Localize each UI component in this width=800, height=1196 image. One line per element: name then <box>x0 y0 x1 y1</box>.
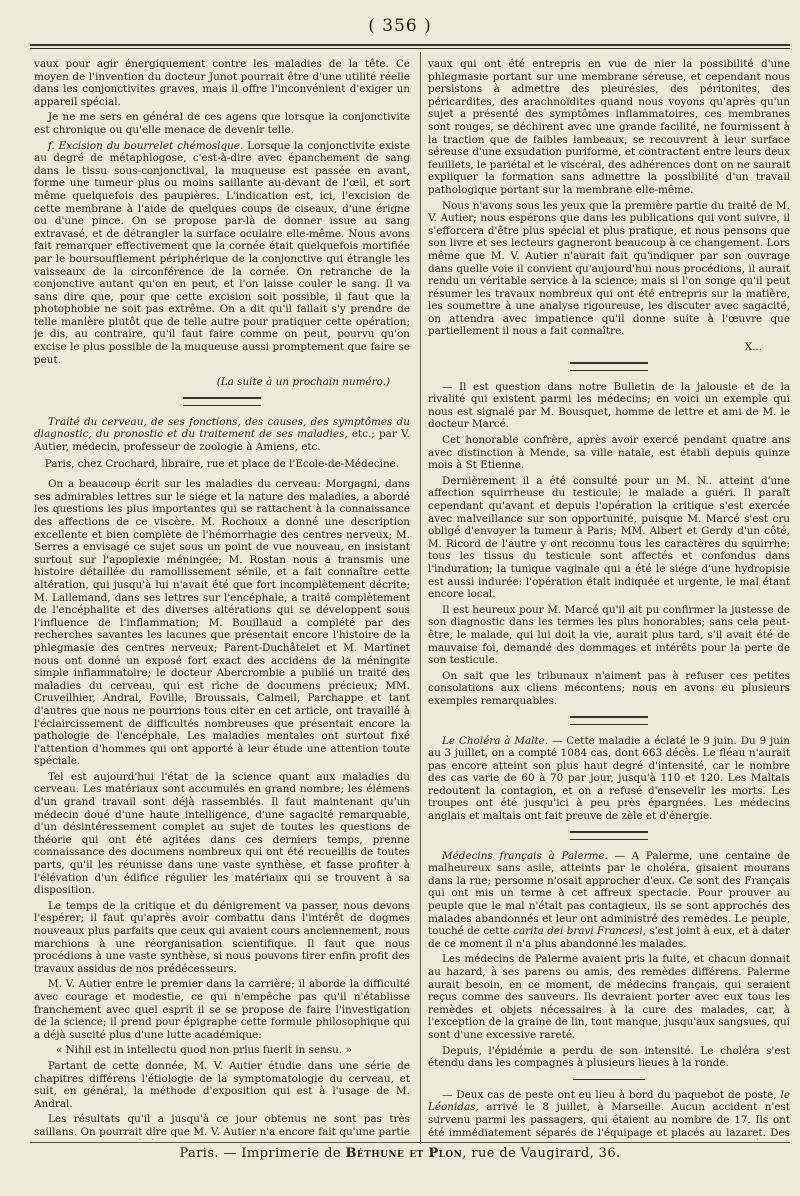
printer-name: Béthune et Plon <box>345 1146 463 1161</box>
continuation-note: (La suite à un prochain numéro.) <box>216 376 390 389</box>
right-column <box>428 58 790 1140</box>
ornament-rule <box>183 397 261 406</box>
paragraph: Tel est aujourd'hui l'état de la science quant aux maladies du cerveau. Les matériaux sont accumulés en grand nombre; les élémens d'un grand travail sont déjà rassemblés. Il faut maintenant qu'un médecin doué d'une haute intelligence, d'une sagacité remarquable, d'un désintéressement complet au sujet de toutes les questions de théorie qui ont été agitées dans ces derniers temps, prenne connaissance des documens nombreux qui ont été recueillis de toutes parts, qu'il les réunisse dans une vaste synthèse, et fasse profiter à l'élévation d'un édifice régulier les matériaux qui se trouvent à sa disposition. <box>34 770 410 897</box>
paragraph: Cet honorable confrère, après avoir exercé pendant quatre ans avec distinction à Mende, sa ville natale, est établi depuis quinze mois à St Etienne. <box>428 434 790 472</box>
ornament-rule <box>570 716 648 725</box>
paragraph: Les médecins de Palerme avaient pris la fuite, et chacun donnait au hazard, à ses parens ou amis, des remèdes différens. Palerme aurait besoin, en ce moment, de médecins français, qui seraient reçus comme des sauveurs. Ils devraient porter avec eux tous les remèdes et objets nécessaires à la cure des malades, car, à l'exception de la graine de lin, tout manque, jusqu'aux sangsues, qui sont d'une excessive rareté. <box>428 953 790 1041</box>
news-item-palermo <box>428 850 790 951</box>
paragraph: On sait que les tribunaux n'aiment pas à refuser ces petites consolations aux cliens mécontens; nous en avons eu plusieurs exemples remarquables. <box>428 669 790 707</box>
column-separator <box>420 52 421 1144</box>
latin-quote: « Nihil est in intellectu quod non prius fuerit in sensu. » <box>56 1044 352 1057</box>
paragraph: Le temps de la critique et du dénigrement va passer, nous devons l'espérer; il faut qu'après avoir combattu dans l'intérêt de dogmes nouveaux plus parfaits que ceux qui avaient cours anciennement, nous marchions à une réorganisation scientifique. Il faut que nous procédions à une vaste synthèse, si nous pouvons tirer enfin profit des travaux assidus de nos prédécesseurs. <box>34 899 410 975</box>
paragraph: Dernièrement il a été consulté pour un M. N.. atteint d'une affection squirrheuse du testicule; le malade a guéri. Il paraît cependant qu'avant et depuis l'opération la critique s'est exercée avec malveillance sur son opportunité, puisque M. Marcé s'est cru obligé d'envoyer la tumeur à Paris; MM. Albert et Gerdy d'un côté, M. Ricord de l'autre y ont reconnu tous les caractères du squirrhe; tous les tissus du testicule sont affectés et confondus dans l'induration; la tunique vaginale qui a été le siége d'une hydropisie est aussi indurée: l'opération était indiquée et urgente, le mal étant encore local. <box>428 474 790 601</box>
news-text: — Cette maladie a éclaté le 9 juin. Du 9 juin au 3 juillet, on a compté 1084 cas, dont 663 décès. Le fléau n'aurait pas encore atteint son plus haut degré d'intensité, car le nombre des cas varie de 60 à 70 par jour, jusqu'à 110 et 120. Les Maltais redoutent la contagion, et on a refusé d'ensevelir les morts. Les troupes ont été jusqu'ici à peu près épargnées. Les médecins anglais et maltais ont fait preuve de zèle et d'énergie. <box>428 734 790 823</box>
ornament-rule <box>570 831 648 840</box>
paragraph: Les résultats qu'il a jusqu'à ce jour obtenus ne sont pas très saillans. On pourrait dire que M. V. Autier n'a encore fait qu'une partie <box>34 1113 410 1138</box>
paragraph-text: Lorsque la conjonctivite existe au degré de métaphlogose, c'est-à-dire avec épanchement de sang dans le tissu sous-conjonctival, la muqueuse est passée en avant, forme une tumeur plus ou moins saillante au-devant de l'œil, et sort même quelquefois des paupières. L'indication est, ici, l'excision de cette membrane à l'aide de quelques coups de ciseaux, d'une érigne ou d'une pince. On se propose par-là de donner issue au sang extravasé, et de détrangler la surface oculaire elle-même. Nous avons fait remarquer effectivement que la cornée était quelquefois mortifiée par le boursoufflement périphérique de la conjonctive qui étrangle les vaisseaux de la circonférence de la cornée. On retranche de la conjonctive autant qu'on en peut, et l'on laisse couler le sang. Il va sans dire que, pour que cette excision soit possible, il faut que la photophobie ne soit pas extrême. On a dit qu'il fallait s'y prendre de telle manière plutôt que de telle autre pour pratiquer cette opération; je dis, au contraire, qu'il faut faire comme on peut, pourvu qu'on excise le plus possible de la muqueuse aussi promptement que faire se peut. <box>34 139 410 366</box>
paragraph: — Il est question dans notre Bulletin de la jalousie et de la rivalité qui existent parmi les médecins; en voici un exemple qui nous est signalé par M. Bousquet, homme de lettre et ami de M. le docteur Marcé. <box>428 380 790 431</box>
review-title: Traité du cerveau, de ses fonctions, des causes, des symptômes du diagnostic, du pronostic et du traitement de ses maladies, <box>34 415 410 441</box>
paragraph: Partant de cette donnée, M. V. Autier étudie dans une série de chapitres différens l'étiologie de la symptomatologie du cerveau, et suit, en général, la méthode d'exposition qui est à l'usage de M. Andral. <box>34 1059 410 1110</box>
signature: X... <box>744 341 762 354</box>
left-column <box>34 58 410 1140</box>
news-text: , arrivé le 8 juillet, à Marseille. Aucun accident n'est survenu parmi les passagers, qui étaient au nombre de 17. Ils ont été immédiatement séparés de l'équipage et placés au lazaret. Des <box>428 1101 790 1139</box>
news-heading: Le Choléra à Malte. <box>442 734 549 747</box>
paragraph: Je ne me sers en général de ces agens que lorsque la conjonctivite est chronique ou qu'elle menace de devenir telle. <box>34 111 410 136</box>
ornament-rule <box>570 362 648 371</box>
paragraph: On a beaucoup écrit sur les maladies du cerveau: Morgagni, dans ses admirables lettres sur le siége et la nature des maladies, a abordé les questions les plus importantes qui se rattachent à la connaissance des affections de ce viscère. M. Rochoux a donné une description excellente et bien complète de l'hémorrhagie des centres nerveux; M. Serres a envisagé ce sujet sous un point de vue nouveau, en insistant surtout sur l'apoplexie méningée; M. Rostan nous a transmis une histoire détaillée du ramollissement sénile, et a fait connaître cette altération, qui jusqu'à lui n'avait été que fort incomplètement décrite; M. Lallemand, dans ses lettres sur l'encéphale, a traité complètement de l'encéphalite et des diverses altérations qui se développent sous l'influence de l'inflammation; M. Bouillaud a complété par des recherches savantes les lacunes que présentait encore l'histoire de la phlegmasie des centres nerveux; Parent-Duchâtelet et M. Martinet nous ont donné un exposé fort exact des accidens de la méningite simple inflammatoire; le docteur Abercrombie a publié un traité des maladies du cerveau, qui est riche de documens précieux; MM. Cruveilhier, Andral, Foville, Broussais, Calmeil, Parchappe et tant d'autres que nous ne pourrions tous citer en cet article, ont travaillé à l'éclaircissement de difficultés nombreuses que présentait encore la pathologie de l'encéphale. Les maladies mentales ont surtout fixé l'attention d'hommes qui ont apporté à leur étude une attention toute spéciale. <box>34 478 410 768</box>
footer-rule <box>30 1142 790 1143</box>
paragraph: M. V. Autier entre le premier dans la carrière; il aborde la difficulté avec courage et modestie, ce qui n'empêche pas qu'il n'établisse franchement avec quel esprit il se se propose de faire l'investigation de la science; il prend pour épigraphe cette formule philosophique qui a déjà suscité plus d'une lutte académique: <box>34 978 410 1041</box>
review-author: etc.; par V. Autier, médecin, professeur de zoologie à Amiens, etc. <box>34 428 410 454</box>
paragraph: vaux qui ont été entrepris en vue de nier la possibilité d'une phlegmasie portant sur une membrane séreuse, et cependant nous persistons à admettre des pleurésies, des péritonites, des péricardites, des arachnoïdites quand nous voyons qu'après qu'un sujet a présenté des symptômes inflammatoires, ces membranes sont rouges, se déchirent avec une grande facilité, ne fournissent à la traction que de faibles lambeaux, se recouvrent à leur surface séreuse d'une exsudation puriforme, et contractent entre leurs deux feuillets, le pariétal et le viscéral, des adhérences dont on ne saurait expliquer la formation sans admettre la possibilité d'un travail pathologique portant sur la membrane elle-même. <box>428 58 790 196</box>
paragraph: vaux pour agir énergiquement contre les maladies de la tête. Ce moyen de l'invention du docteur Junot pourrait être d'une utilité réelle dans les conjonctivites graves, mais il offre l'inconvénient d'exiger un appareil spécial. <box>34 58 410 108</box>
paragraph: Nous n'avons sous les yeux que la première partie du traité de M. V. Autier; nous espérons que dans les publications qui vont suivre, il s'efforcera d'être plus spécial et plus pratique, et nous pensons que son livre et ses lecteurs gagneront beaucoup à ce changement. Lors même que M. V. Autier n'aurait fait qu'indiquer par son ouvrage dans quelle voie il convient qu'aujourd'hui nous procédions, il aurait rendu un véritable service à la science; mais si l'on songe qu'il peut résumer les travaux nombreux qui ont été entrepris sur la matière, les soumettre à une analyse rigoureuse, les discuter avec sagacité, on attendra avec impatience qu'il donne suite à l'œuvre que partiellement il nous a fait connaître. <box>428 199 790 338</box>
imprint-prefix: Paris. — Imprimerie de <box>179 1146 346 1161</box>
imprint <box>0 1146 800 1161</box>
separator-rule <box>573 1079 645 1080</box>
news-text: — Deux cas de peste ont eu lieu à bord du paquebot de poste, <box>442 1088 781 1101</box>
news-heading: Médecins français à Palerme. <box>442 849 608 862</box>
news-text: , s'est joint à eux, et à dater de ce moment il n'a plus abandonné les malades. <box>428 925 790 950</box>
page-number: ( 356 ) <box>368 16 432 36</box>
imprint-suffix: , rue de Vaugirard, 36. <box>462 1146 621 1161</box>
header-rule <box>30 44 790 49</box>
paragraph <box>34 140 410 367</box>
review-publisher: Paris, chez Crochard, libraire, rue et place de l'Ecole-de-Médecine. <box>44 457 400 470</box>
news-item-plague <box>428 1089 790 1140</box>
review-heading <box>34 416 410 454</box>
news-text: — A Palerme, une centaine de malheureux sans asile, atteints par le choléra, gisaient mourans dans la rue; personne n'osait approcher d'eux. Ce sont des Français qui ont mis un terme à cet affreux spectacle. Pour prouver au peuple que le mal n'était pas contagieux, ils se sont approchés des malades abandonnés et leur ont administré des remèdes. Le peuple, touché de cette <box>428 849 790 938</box>
paragraph: Depuis, l'épidémie a perdu de son intensité. Le choléra s'est étendu dans les compagnes à plusieurs lieues à la ronde. <box>428 1044 790 1070</box>
italian-phrase: carita dei bravi Francesi <box>513 925 643 938</box>
ship-name: le Léonidas <box>428 1088 790 1114</box>
section-heading: f. Excision du bourrelet chémosique. <box>48 139 244 152</box>
news-item-cholera-malta <box>428 735 790 823</box>
paragraph: Il est heureux pour M. Marcé qu'il ait pu confirmer la justesse de son diagnostic dans les termes les plus honorables; sans cela peut-être, le malade, qui lui doit la vie, aurait plus tard, s'il avait été de mauvaise foi, demandé des dommages et intérêts pour la perte de son testicule. <box>428 603 790 667</box>
